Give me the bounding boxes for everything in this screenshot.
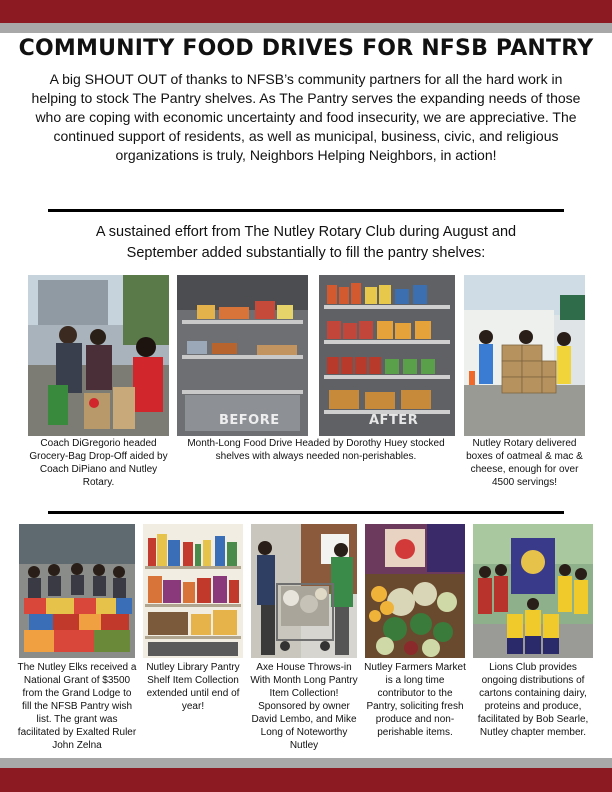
caption-lions-club: Lions Club provides ongoing distributions of cartons containing dairy, proteins and produce, facilitated by Bob Searle, Nutley chapter member. xyxy=(477,662,589,738)
photo-rotary-delivery xyxy=(464,275,585,436)
page-title: COMMUNITY FOOD DRIVES FOR NFSB PANTRY xyxy=(18,36,594,61)
caption-axe-house: Axe House Throws-in With Month Long Pantry Item Collection! Sponsored by owner David Lembo, and Mike Long of Noteworthy Nutley xyxy=(250,662,358,751)
divider-top xyxy=(48,209,564,212)
photo-library-shelf xyxy=(143,524,243,658)
photo-elks xyxy=(19,524,135,658)
photo-axe-house xyxy=(251,524,357,658)
top-red-band xyxy=(0,0,612,23)
caption-rotary-delivery: Nutley Rotary delivered boxes of oatmeal & mac & cheese, enough for over 4500 servings! xyxy=(466,438,583,488)
bottom-red-band xyxy=(0,768,612,792)
caption-farmers-market: Nutley Farmers Market is a long time contributor to the Pantry, soliciting fresh produce and non-perishable items. xyxy=(364,662,466,738)
caption-month-long-drive: Month-Long Food Drive Headed by Dorothy Huey stocked shelves with always needed non-perishables. xyxy=(187,438,445,462)
photo-shelves-after xyxy=(319,275,455,436)
top-grey-band xyxy=(0,23,612,33)
before-label: BEFORE xyxy=(219,413,280,428)
after-label: AFTER xyxy=(369,413,419,428)
photo-lions-club xyxy=(473,524,593,658)
caption-grocery-bag: Coach DiGregorio headed Grocery-Bag Drop-Off aided by Coach DiPiano and Nutley Rotary. xyxy=(29,438,168,488)
caption-library: Nutley Library Pantry Shelf Item Collection extended until end of year! xyxy=(146,662,240,712)
bottom-grey-band xyxy=(0,758,612,768)
intro-paragraph: A big SHOUT OUT of thanks to NFSB’s community partners for all the hard work in helping to stock The Pantry shelves. As The Pantry serves the expanding needs of those who are coping with economic uncertainty and food insecurity, we are appreciative. The continued support of residents, as well as municipal, business, civic, and religious organizations is truly, Neighbors Helping Neighbors, in action! xyxy=(31,71,581,163)
caption-elks: The Nutley Elks received a National Grant of $3500 from the Grand Lodge to fill the NFSB Pantry wish list. The grant was facilitated by Exalted Ruler John Zelna xyxy=(17,662,137,751)
photo-shelves-before xyxy=(177,275,308,436)
rotary-intro: A sustained effort from The Nutley Rotary Club during August and September added substantially to fill the pantry shelves: xyxy=(95,224,517,261)
divider-middle xyxy=(48,511,564,514)
photo-farmers-market xyxy=(365,524,465,658)
photo-grocery-bag-dropoff xyxy=(28,275,169,436)
